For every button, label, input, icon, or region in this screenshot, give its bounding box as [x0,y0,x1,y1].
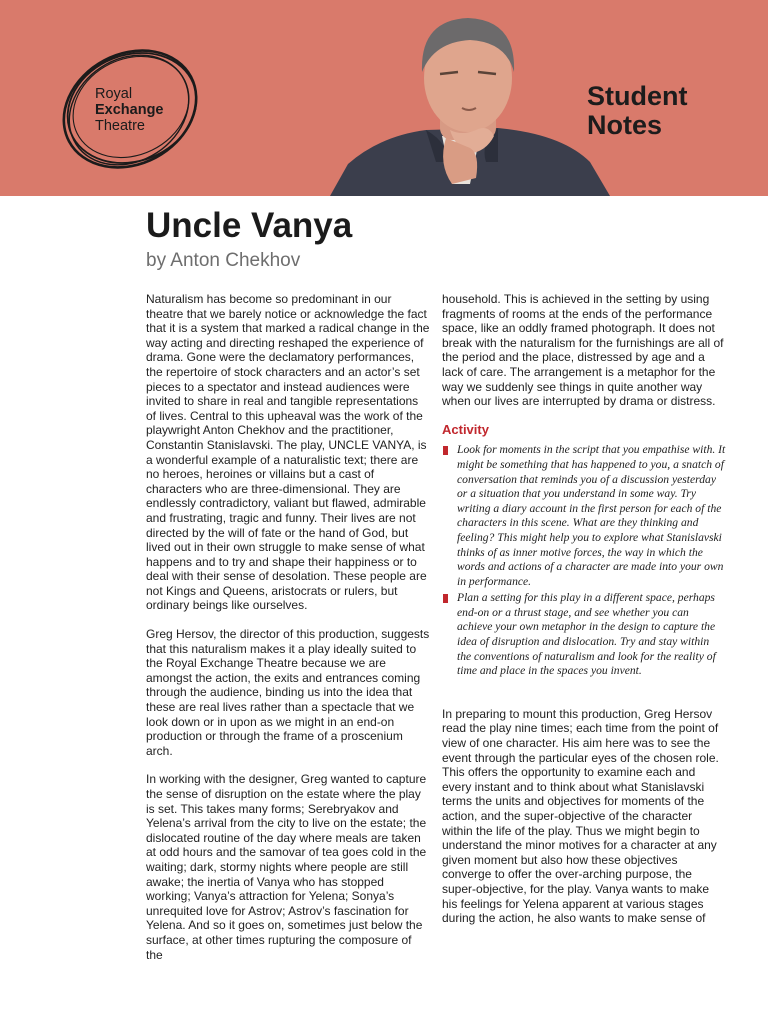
logo-line-royal: Royal [95,86,133,102]
section-spacer [442,681,726,707]
author-byline: by Anton Chekhov [146,250,301,271]
royal-exchange-logo[interactable] [58,46,204,172]
left-column [146,292,430,976]
activity-bullet-icon [443,594,448,603]
student-notes-label [587,82,688,140]
logo-line-exchange: Exchange [95,102,164,118]
body-paragraph: Greg Hersov, the director of this production, suggests that this naturalism makes it a play ideally suited to the Royal Exchange Theatre because we are amongst the action, the exits and entrances coming through the audience, binding us into the idea that these are real lives rather than a spectacle that we look down or in upon as we might in an end-on production or through the frame of a proscenium arch. [146,627,430,758]
logo-line-theatre: Theatre [95,118,145,134]
student-notes-line1: Student [587,81,688,111]
body-paragraph: household. This is achieved in the setting by using fragments of rooms at the ends of the performance space, like an oddly framed photograph. It does not break with the naturalism for the furnishings are all of the period and the place, distressed by age and a lack of care. The arrangement is a metaphor for the way we suddenly see things in quite another way when our lives are interrupted by drama or distress. [442,292,724,409]
header-banner [0,0,768,196]
body-paragraph: In preparing to mount this production, Greg Hersov read the play nine times; each time from the point of view of one character. His aim here was to see the event through the particular eyes of the chosen role. This offers the opportunity to examine each and every instant and to think about what Stanislavski terms the units and objectives for moments of the action, and the super-objective of the character within the life of the play. Thus we might begin to understand the minor motives for a character at any given moment but also how these objectives converge to offer the over-arching purpose, the super-objective, for the play. Vanya wants to make his feelings for Yelena apparent at various stages during the action, he also wants to make sense of [442,706,719,926]
activity-item-text: Plan a setting for this play in a different space, perhaps end-on or a thrust stage, and see whether you can achieve your own metaphor in the design to capture the idea of disruption and dislocation. Try and stay within the conventions of naturalism and look for the reality of time and place in the spaces you invent. [457,591,716,678]
activity-item-text: Look for moments in the script that you empathise with. It might be something that has happened to you, a snatch of conversation that reminds you of a discussion yesterday or a situation that you understand in some way. Try writing a diary account in the first person for each of the characters in this scene. What are they thinking and feeling? This might help you to explore what Stanislavski thinks of as inner motive forces, the way in which the words and actions of a character are made into your own in performance. [457,443,726,588]
activity-bullet-icon [443,446,448,455]
activity-item [442,443,726,589]
page-title: Uncle Vanya [146,206,353,245]
director-portrait-photo [330,12,610,196]
activity-heading: Activity [442,421,489,437]
body-paragraph: Naturalism has become so predominant in our theatre that we barely notice or acknowledge the fact that it is a system that marked a radical change in the way acting and directing reshaped the experience of drama. Gone were the declamatory performances, the repertoire of stock characters and an actor’s set pieces to a spectator and instead audiences were invited to share in real and tangible representations of lives. Central to this upheaval was the work of the playwright Anton Chekhov and the practitioner, Constantin Stanislavski. The play, UNCLE VANYA, is a wonderful example of a naturalistic text; there are no heroes, heroines or villains but a cast of characters who are three-dimensional. They are endlessly contradictory, valiant but flawed, admirable and frustrating, tragic and funny. Their lives are not directed by the will of fate or the hand of God, but lived out in their own struggle to make sense of what happens and to try and shape their happiness or to deal with their sense of desolation. These people are not Kings and Queens, aristocrats or rulers, but ordinary beings like ourselves. [146,292,430,613]
logo-wordmark [95,86,164,134]
right-column [442,292,726,940]
student-notes-line2: Notes [587,110,663,140]
body-paragraph: In working with the designer, Greg wanted to capture the sense of disruption on the estate where the play is set. This takes many forms; Serebryakov and Yelena’s arrival from the city to live on the estate; the dislocated routine of the day where meals are taken at odd hours and the samovar of tea goes cold in the waiting; dark, stormy nights where people are still awake; the inertia of Vanya who has stopped working; Vanya’s attraction for Yelena; Sonya’s unrequited love for Astrov; Astrov’s fascination for Yelena. And so it goes on, sometimes just below the surface, at other times rupturing the composure of the [146,772,427,962]
activity-item [442,591,726,679]
